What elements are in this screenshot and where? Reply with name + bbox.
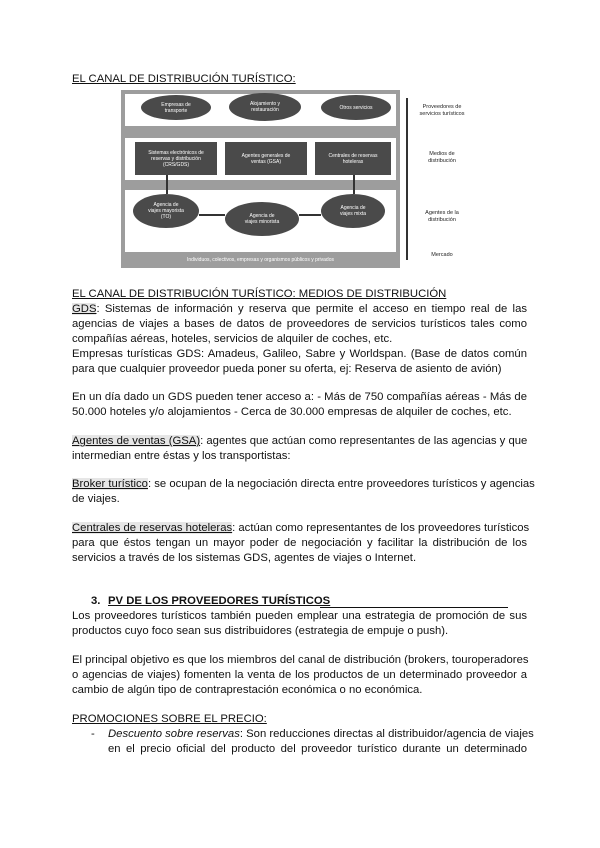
side-label-agents: Agentes de la distribución: [425, 210, 459, 223]
node-transporte-label: Empresas de transporte: [161, 101, 191, 114]
node-centrales: [315, 142, 391, 175]
side-label-market: Mercado: [431, 252, 453, 258]
distribution-diagram: [121, 90, 400, 268]
gsa-line1: [72, 434, 527, 449]
bullet1-term: Descuento sobre reservas: [108, 728, 240, 740]
gsa-line1-text: : agentes que actúan como representantes de las agencias y que: [200, 435, 528, 447]
centrales-term: Centrales de reservas hoteleras: [72, 522, 233, 534]
broker-term: Broker turístico: [72, 478, 148, 490]
arrow-down-left: [166, 175, 168, 194]
para2-line3: cambio de algún tipo de contraprestación económica o no económica.: [72, 684, 423, 696]
access-line2: 50.000 hoteles y/o alojamientos - Cerca de 30.000 empresas de alquiler de coches, etc.: [72, 406, 512, 418]
side-label-media: Medios de distribución: [428, 151, 456, 164]
centrales-line1-text: : actúan como representantes de los proveedores turísticos: [232, 522, 530, 534]
gds-line1: [72, 302, 527, 317]
broker-line1: [72, 477, 535, 492]
heading-canal: EL CANAL DE DISTRIBUCIÓN TURÍSTICO:: [72, 73, 296, 85]
bullet1-line2: en el precio oficial del producto del proveedor turístico durante un determinado: [108, 743, 527, 755]
bullet1-line1-text: : Son reducciones directas al distribuidor/agencia de viajes: [239, 728, 534, 740]
node-centrales-label: Centrales de reservas hoteleras: [328, 152, 378, 165]
node-mayorista-label: Agencia de viajes mayorista (TO): [148, 202, 184, 220]
para2-line1: El principal objetivo es que los miembros del canal de distribución (brokers, touroperadores: [72, 654, 529, 666]
node-mayorista: [133, 194, 199, 228]
node-gsa: [225, 142, 307, 175]
arrow-mixta-minorista: [299, 214, 321, 216]
node-otros-label: Otros servicios: [339, 104, 373, 111]
section3-title-text: PV DE LOS PROVEEDORES TURÍSTICOS: [108, 595, 331, 607]
node-crs-gds-label: Sistemas electrónicos de reservas y distribución (CRS/GDS): [148, 149, 204, 168]
node-transporte: [141, 95, 211, 120]
broker-line2: de viajes.: [72, 493, 120, 505]
gds-line1-text: : Sistemas de información y reserva que permite el acceso en tiempo real de las: [96, 303, 527, 315]
node-otros: [321, 95, 391, 120]
gds-term: GDS: [72, 303, 97, 315]
node-minorista: [225, 202, 299, 236]
centrales-line3: servicios a través de los sistemas GDS, agentes de viajes o Internet.: [72, 552, 417, 564]
node-crs-gds: [135, 142, 217, 175]
section3-number: 3.: [91, 595, 101, 607]
para2-line2: o agencias de viajes) fomenten la venta de los productos de un determinado proveedor a: [72, 669, 527, 681]
side-label-providers: Proveedores de servicios turísticos: [419, 104, 465, 117]
node-alojamiento: [229, 93, 301, 121]
gds-line4: Empresas turísticas GDS: Amadeus, Galileo, Sabre y Worldspan. (Base de datos común: [72, 348, 527, 360]
section3-title-rule: [320, 607, 508, 608]
heading-medios: EL CANAL DE DISTRIBUCIÓN TURÍSTICO: MEDIOS DE DISTRIBUCIÓN: [72, 288, 447, 300]
centrales-line2: para que éstos tengan un mayor poder de negociación y facilitar la distribución de los: [72, 537, 527, 549]
gds-line5: para que cualquier proveedor pueda poner su oferta, ej: Reserva de asiento de avión): [72, 363, 502, 375]
bullet1-line1: [108, 727, 534, 742]
node-minorista-label: Agencia de viajes minorista: [244, 213, 280, 225]
bullet1-dash: -: [91, 728, 95, 740]
gsa-line2: intermedian entre éstas y los transportistas:: [72, 450, 291, 462]
access-line1: En un día dado un GDS pueden tener acceso a: - Más de 750 compañías aéreas - Más de: [72, 391, 527, 403]
para1-line2: productos cuyo foco sean sus distribuidores (estrategia de empuje o push).: [72, 625, 449, 637]
broker-line1-text: : se ocupan de la negociación directa entre proveedores turísticos y agencias: [147, 478, 535, 490]
node-mixta: [321, 194, 385, 228]
para1-line1: Los proveedores turísticos también pueden emplear una estrategia de promoción de sus: [72, 610, 527, 622]
node-gsa-label: Agentes generales de ventas (GSA): [241, 152, 291, 165]
gds-line3: compañías aéreas, hoteles, servicios de alquiler de coches, etc.: [72, 333, 393, 345]
node-mixta-label: Agencia de viajes mixta: [339, 205, 367, 217]
arrow-down-right: [353, 175, 355, 194]
diagram-footer: Individuos, colectivos, empresas y organismos públicos y privados: [121, 253, 400, 268]
gds-line2: agencias de viajes a bases de datos de proveedores de servicios turísticos tales como: [72, 318, 527, 330]
diagram-side-brace: [402, 98, 408, 260]
arrow-mayorista-minorista: [199, 214, 225, 216]
centrales-line1: [72, 521, 530, 536]
heading-promociones: PROMOCIONES SOBRE EL PRECIO:: [72, 713, 267, 725]
node-alojamiento-label: Alojamiento y restauración: [249, 101, 280, 113]
gsa-term: Agentes de ventas (GSA): [72, 435, 201, 447]
